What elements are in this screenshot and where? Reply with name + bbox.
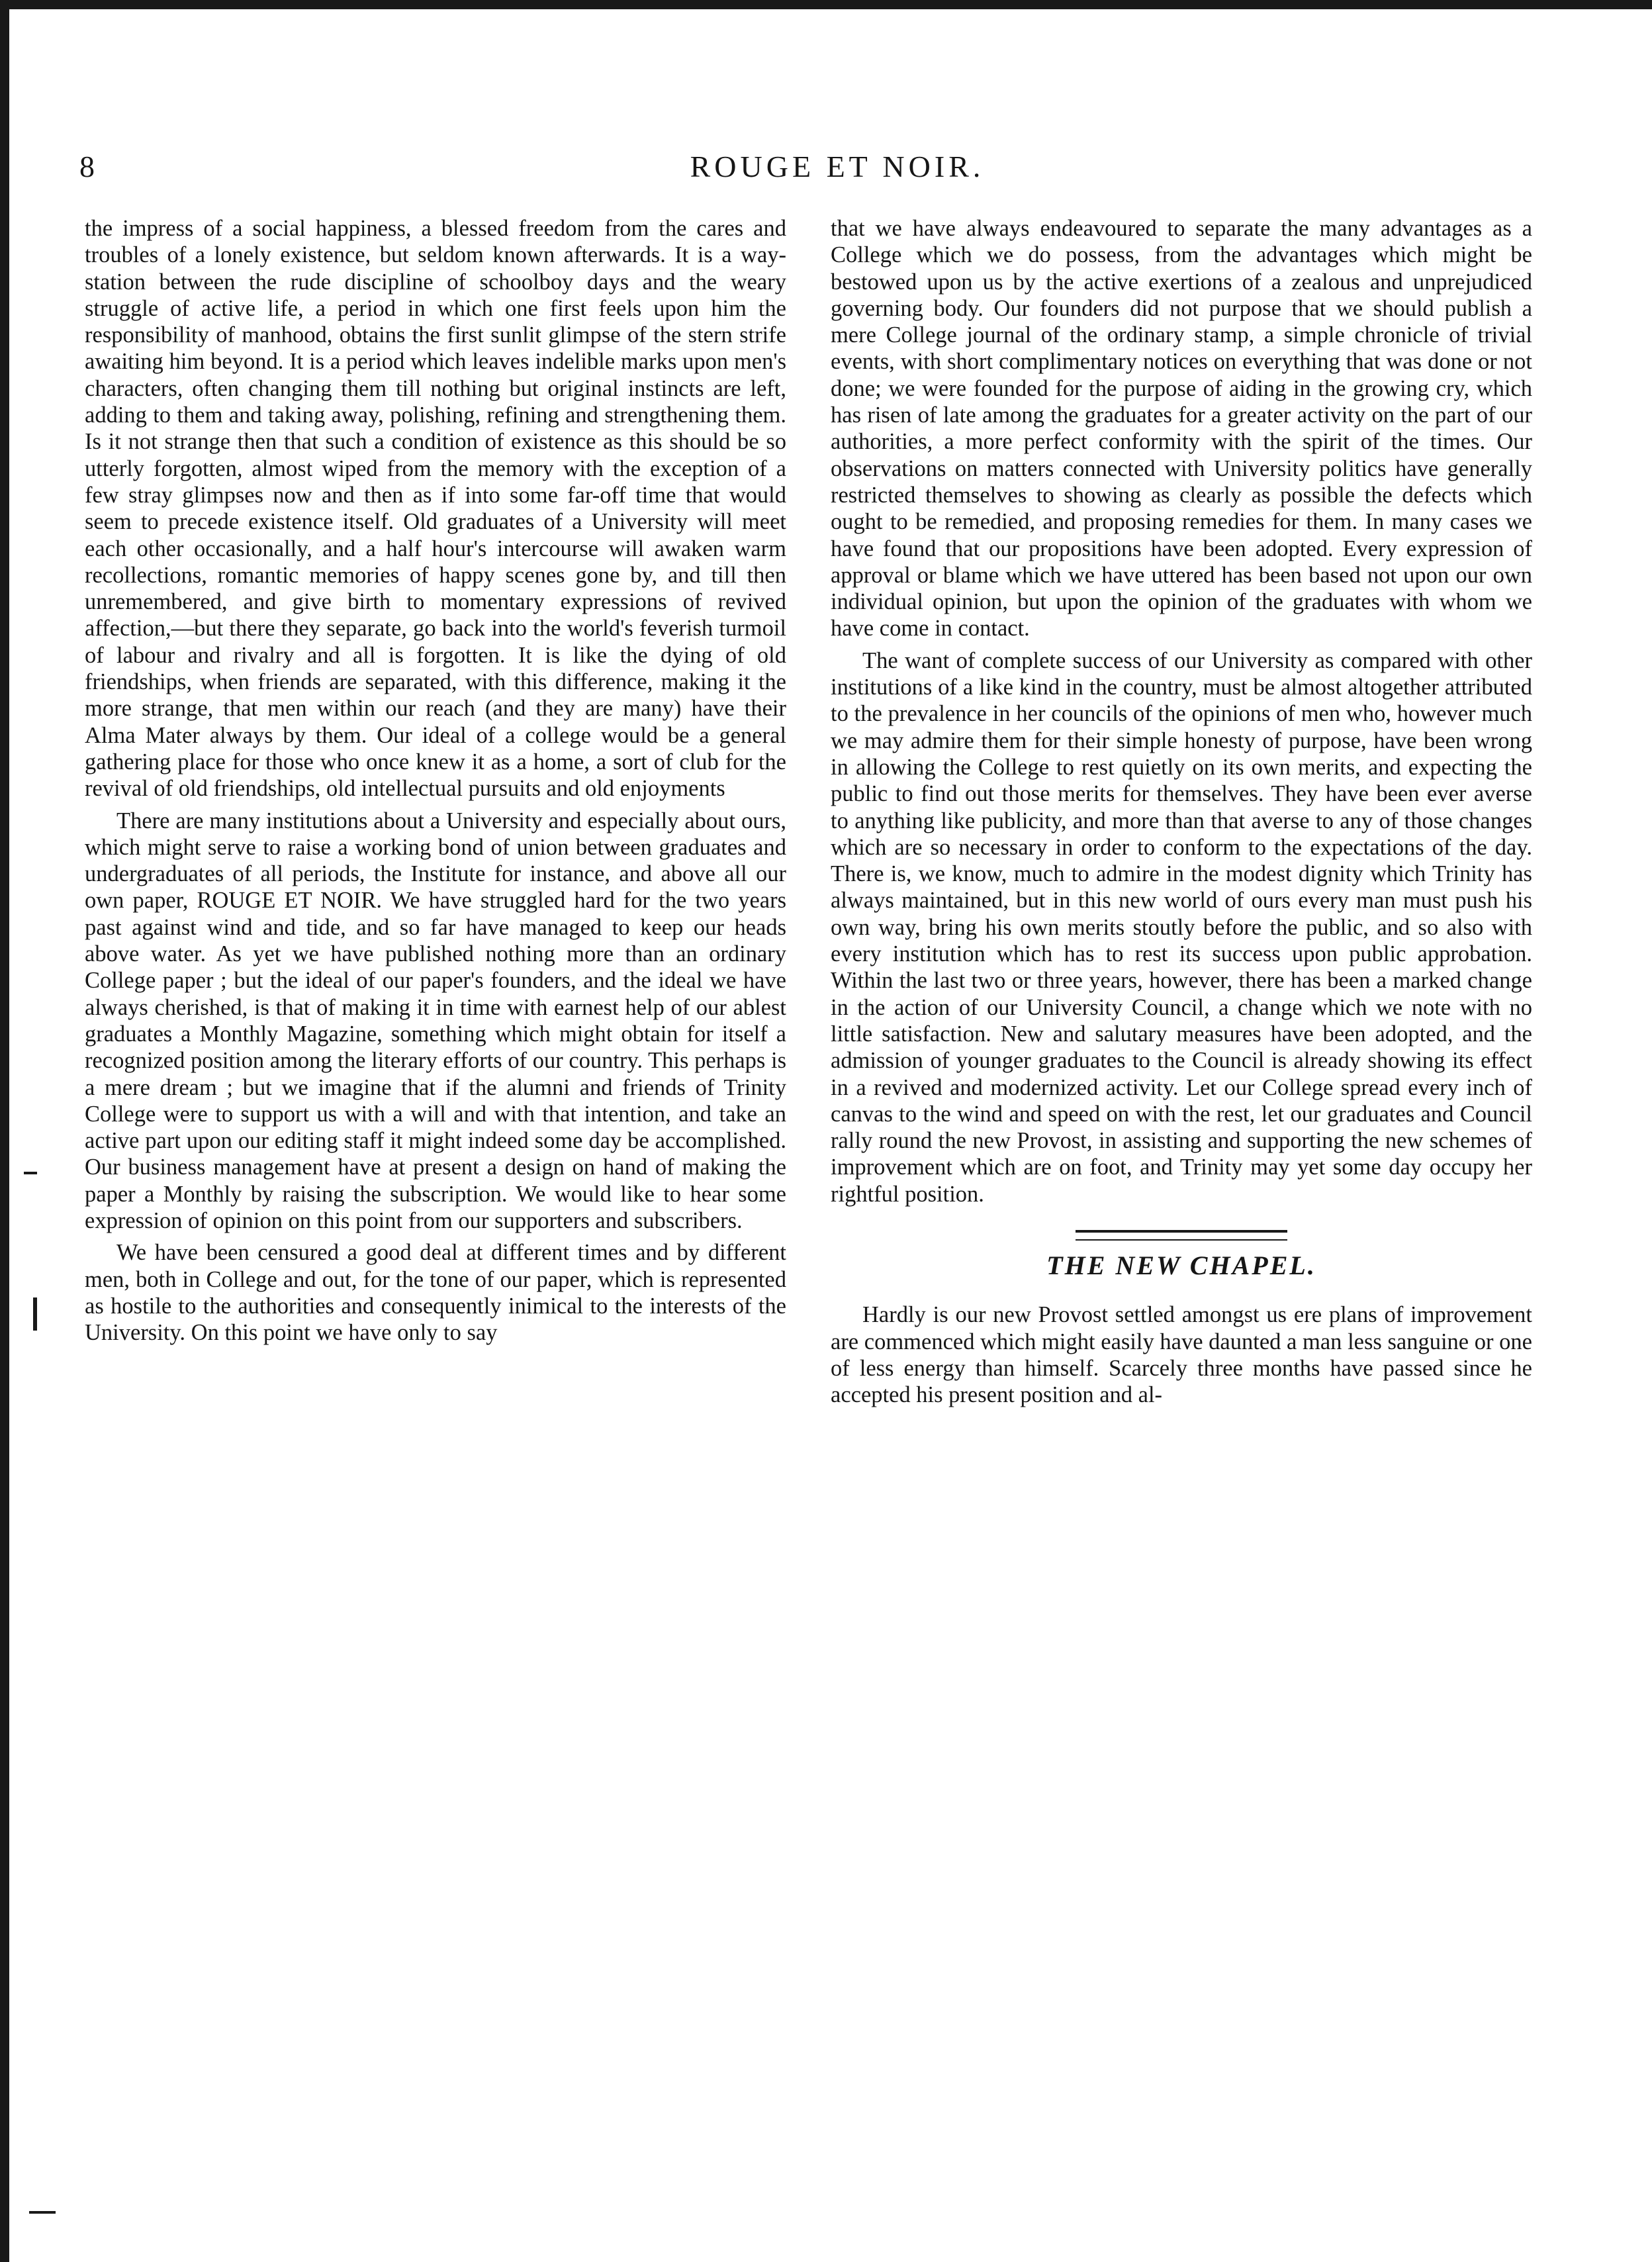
section-heading: THE NEW CHAPEL. (1046, 1250, 1316, 1280)
margin-tick-mark (29, 2211, 56, 2214)
paragraph: The want of complete success of our University as compared with other institutions of a like kind in the country, must be almost altogether attributed to the prevalence in her councils of the opinions of men who, however much we may admire them for their simple honesty of purpose, have been wrong in allowing the College to rest quietly on its own merits, and expecting the public to find out those merits for themselves. They have been ever averse to anything like publicity, and more than that averse to any of those changes which are so necessary in order to conform to the expectations of the day. There is, we know, much to admire in the modest dignity which Trinity has always maintained, but in this new world of ours every man must push his own way, bring his own merits stoutly before the public, and so also with every institution which has to rest its success upon public approbation. Within the last two or three years, however, there has been a marked change in the action of our University Council, a change which we note with no little satisfaction. New and salutary measures have been adopted, and the admission of younger graduates to the Council is already showing its effect in a revived and modernized activity. Let our College spread every inch of canvas to the wind and speed on with the rest, let our graduates and Council rally round the new Provost, in assisting and supporting the new schemes of improvement which are on foot, and Trinity may yet some day occupy her rightful position. (831, 647, 1532, 1207)
paragraph: We have been censured a good deal at different times and by different men, both in College and out, for the tone of our paper, which is represented as hostile to the authorities and consequently inimical to the interests of the University. On this point we have only to say (85, 1240, 786, 1346)
paragraph: There are many institutions about a University and especially about ours, which might serve to raise a working bond of union between graduates and undergraduates of all periods, the Institute for instance, and above all our own paper, ROUGE ET NOIR. We have struggled hard for the two years past against wind and tide, and so far have managed to keep our heads above water. As yet we have published nothing more than an ordinary College paper ; but the ideal of our paper's founders, and the ideal we have always cherished, is that of making it in time with earnest help of our ablest graduates a Monthly Magazine, something which might obtain for itself a recognized position among the literary efforts of our country. This perhaps is a mere dream ; but we imagine that if the alumni and friends of Trinity College were to support us with a will and with that intention, and take an active part upon our editing staff it might indeed some day be accomplished. Our business management have at present a design on hand of making the paper a Monthly by raising the subscription. We would like to hear some expression of opinion on this point from our supporters and subscribers. (85, 808, 786, 1233)
margin-tick-mark (24, 1172, 37, 1174)
left-column (85, 215, 786, 1346)
page-number: 8 (79, 150, 96, 183)
paragraph: that we have always endeavoured to separate the many advantages as a College which we do possess, from the advantages which might be bestowed upon us by the active exertions of a zealous and unprejudiced governing body. Our founders did not purpose that we should publish a mere College journal of the ordinary stamp, a simple chronicle of trivial events, with short complimentary notices on everything that was done or not done; we were founded for the purpose of aiding in the growing cry, which has risen of late among the graduates for a greater activity on the part of our authorities, a more perfect conformity with the spirit of the times. Our observations on matters connected with University politics have generally restricted themselves to showing as clearly as possible the defects which ought to be remedied, and proposing remedies for them. In many cases we have found that our propositions have been adopted. Every expression of approval or blame which we have uttered has been based not upon our own individual opinion, but upon the opinion of the graduates with whom we have come in contact. (831, 216, 1532, 641)
left-border-edge (0, 0, 9, 2262)
section-divider (1076, 1230, 1287, 1241)
paragraph: the impress of a social happiness, a blessed freedom from the cares and troubles of a lonely existence, but seldom known afterwards. It is a way-station between the rude discipline of schoolboy days and the weary struggle of active life, a period in which one first feels upon him the responsibility of manhood, obtains the first sunlit glimpse of the stern strife awaiting him beyond. It is a period which leaves indelible marks upon men's characters, often changing them till nothing but original instincts are left, adding to them and taking away, polishing, refining and strengthening them. Is it not strange then that such a condition of existence as this should be so utterly forgotten, almost wiped from the memory with the exception of a few stray glimpses now and then as if into some far-off time that would seem to precede existence itself. Old graduates of a University will meet each other occasionally, and a half hour's intercourse will awaken warm recollections, romantic memories of happy scenes gone by, and till then unremembered, and give birth to momentary expressions of revived affection,—but there they separate, go back into the world's feverish turmoil of labour and rivalry and all is forgotten. It is like the dying of old friendships, when friends are separated, with this difference, making it the more strange, that men within our reach (and they are many) have their Alma Mater always by them. Our ideal of a college would be a general gathering place for those who once knew it as a home, a sort of club for the revival of old friendships, old intellectual pursuits and old enjoyments (85, 216, 786, 802)
margin-tick-mark (33, 1297, 37, 1331)
page-header (79, 149, 1595, 195)
paragraph: Hardly is our new Provost settled amongst us ere plans of improvement are commenced which might easily have daunted a man less sanguine or one of less energy than himself. Scarcely three months have passed since he accepted his present position and al- (831, 1302, 1532, 1408)
top-border-rule (0, 0, 1652, 9)
running-title: ROUGE ET NOIR. (690, 150, 985, 183)
right-column (831, 215, 1532, 1408)
